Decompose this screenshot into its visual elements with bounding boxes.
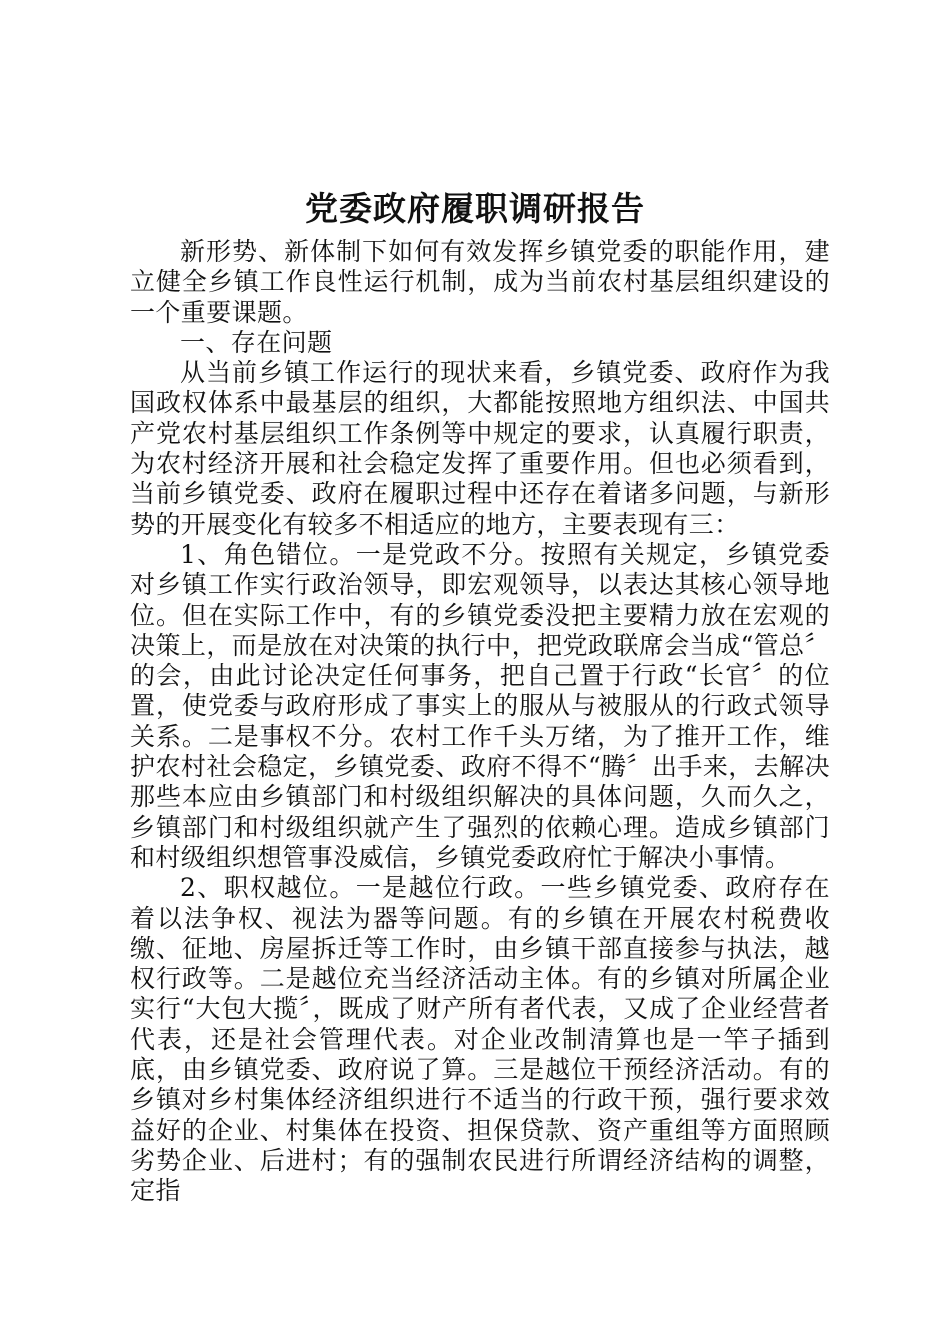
document-body [130, 237, 830, 1207]
paragraph-power-overreach: 2、职权越位。一是越位行政。一些乡镇党委、政府存在着以法争权、视法为器等问题。有的乡镇在开展农村税费收缴、征地、房屋拆迁等工作时，由乡镇干部直接参与执法，越权行政等。二是越位充当经济活动主体。有的乡镇对所属企业实行“大包大揽〞，既成了财产所有者代表，又成了企业经营者代表，还是社会管理代表。对企业改制清算也是一竿子插到底，由乡镇党委、政府说了算。三是越位干预经济活动。有的乡镇对乡村集体经济组织进行不适当的行政干预，强行要求效益好的企业、村集体在投资、担保贷款、资产重组等方面照顾劣势企业、后进村；有的强制农民进行所谓经济结构的调整，定指 [130, 873, 830, 1206]
paragraph-current-status: 从当前乡镇工作运行的现状来看，乡镇党委、政府作为我国政权体系中最基层的组织，大都能按照地方组织法、中国共产党农村基层组织工作条例等中规定的要求，认真履行职责，为农村经济开展和社会稳定发挥了重要作用。但也必须看到，当前乡镇党委、政府在履职过程中还存在着诸多问题，与新形势的开展变化有较多不相适应的地方，主要表现有三： [130, 358, 830, 539]
paragraph-role-misplacement: 1、角色错位。一是党政不分。按照有关规定，乡镇党委对乡镇工作实行政治领导，即宏观领导，以表达其核心领导地位。但在实际工作中，有的乡镇党委没把主要精力放在宏观的决策上，而是放在对决策的执行中，把党政联席会当成“管总〞的会，由此讨论决定任何事务，把自己置于行政“长官〞的位置，使党委与政府形成了事实上的服从与被服从的行政式领导关系。二是事权不分。农村工作千头万绪，为了推开工作，维护农村社会稳定，乡镇党委、政府不得不“腾〞出手来，去解决那些本应由乡镇部门和村级组织解决的具体问题，久而久之，乡镇部门和村级组织就产生了强烈的依赖心理。造成乡镇部门和村级组织想管事没威信，乡镇党委政府忙于解决小事情。 [130, 539, 830, 872]
section-heading: 一、存在问题 [180, 327, 333, 357]
document-title: 党委政府履职调研报告 [305, 189, 645, 228]
paragraph-intro: 新形势、新体制下如何有效发挥乡镇党委的职能作用，建立健全乡镇工作良性运行机制，成为当前农村基层组织建设的一个重要课题。 [130, 237, 830, 327]
